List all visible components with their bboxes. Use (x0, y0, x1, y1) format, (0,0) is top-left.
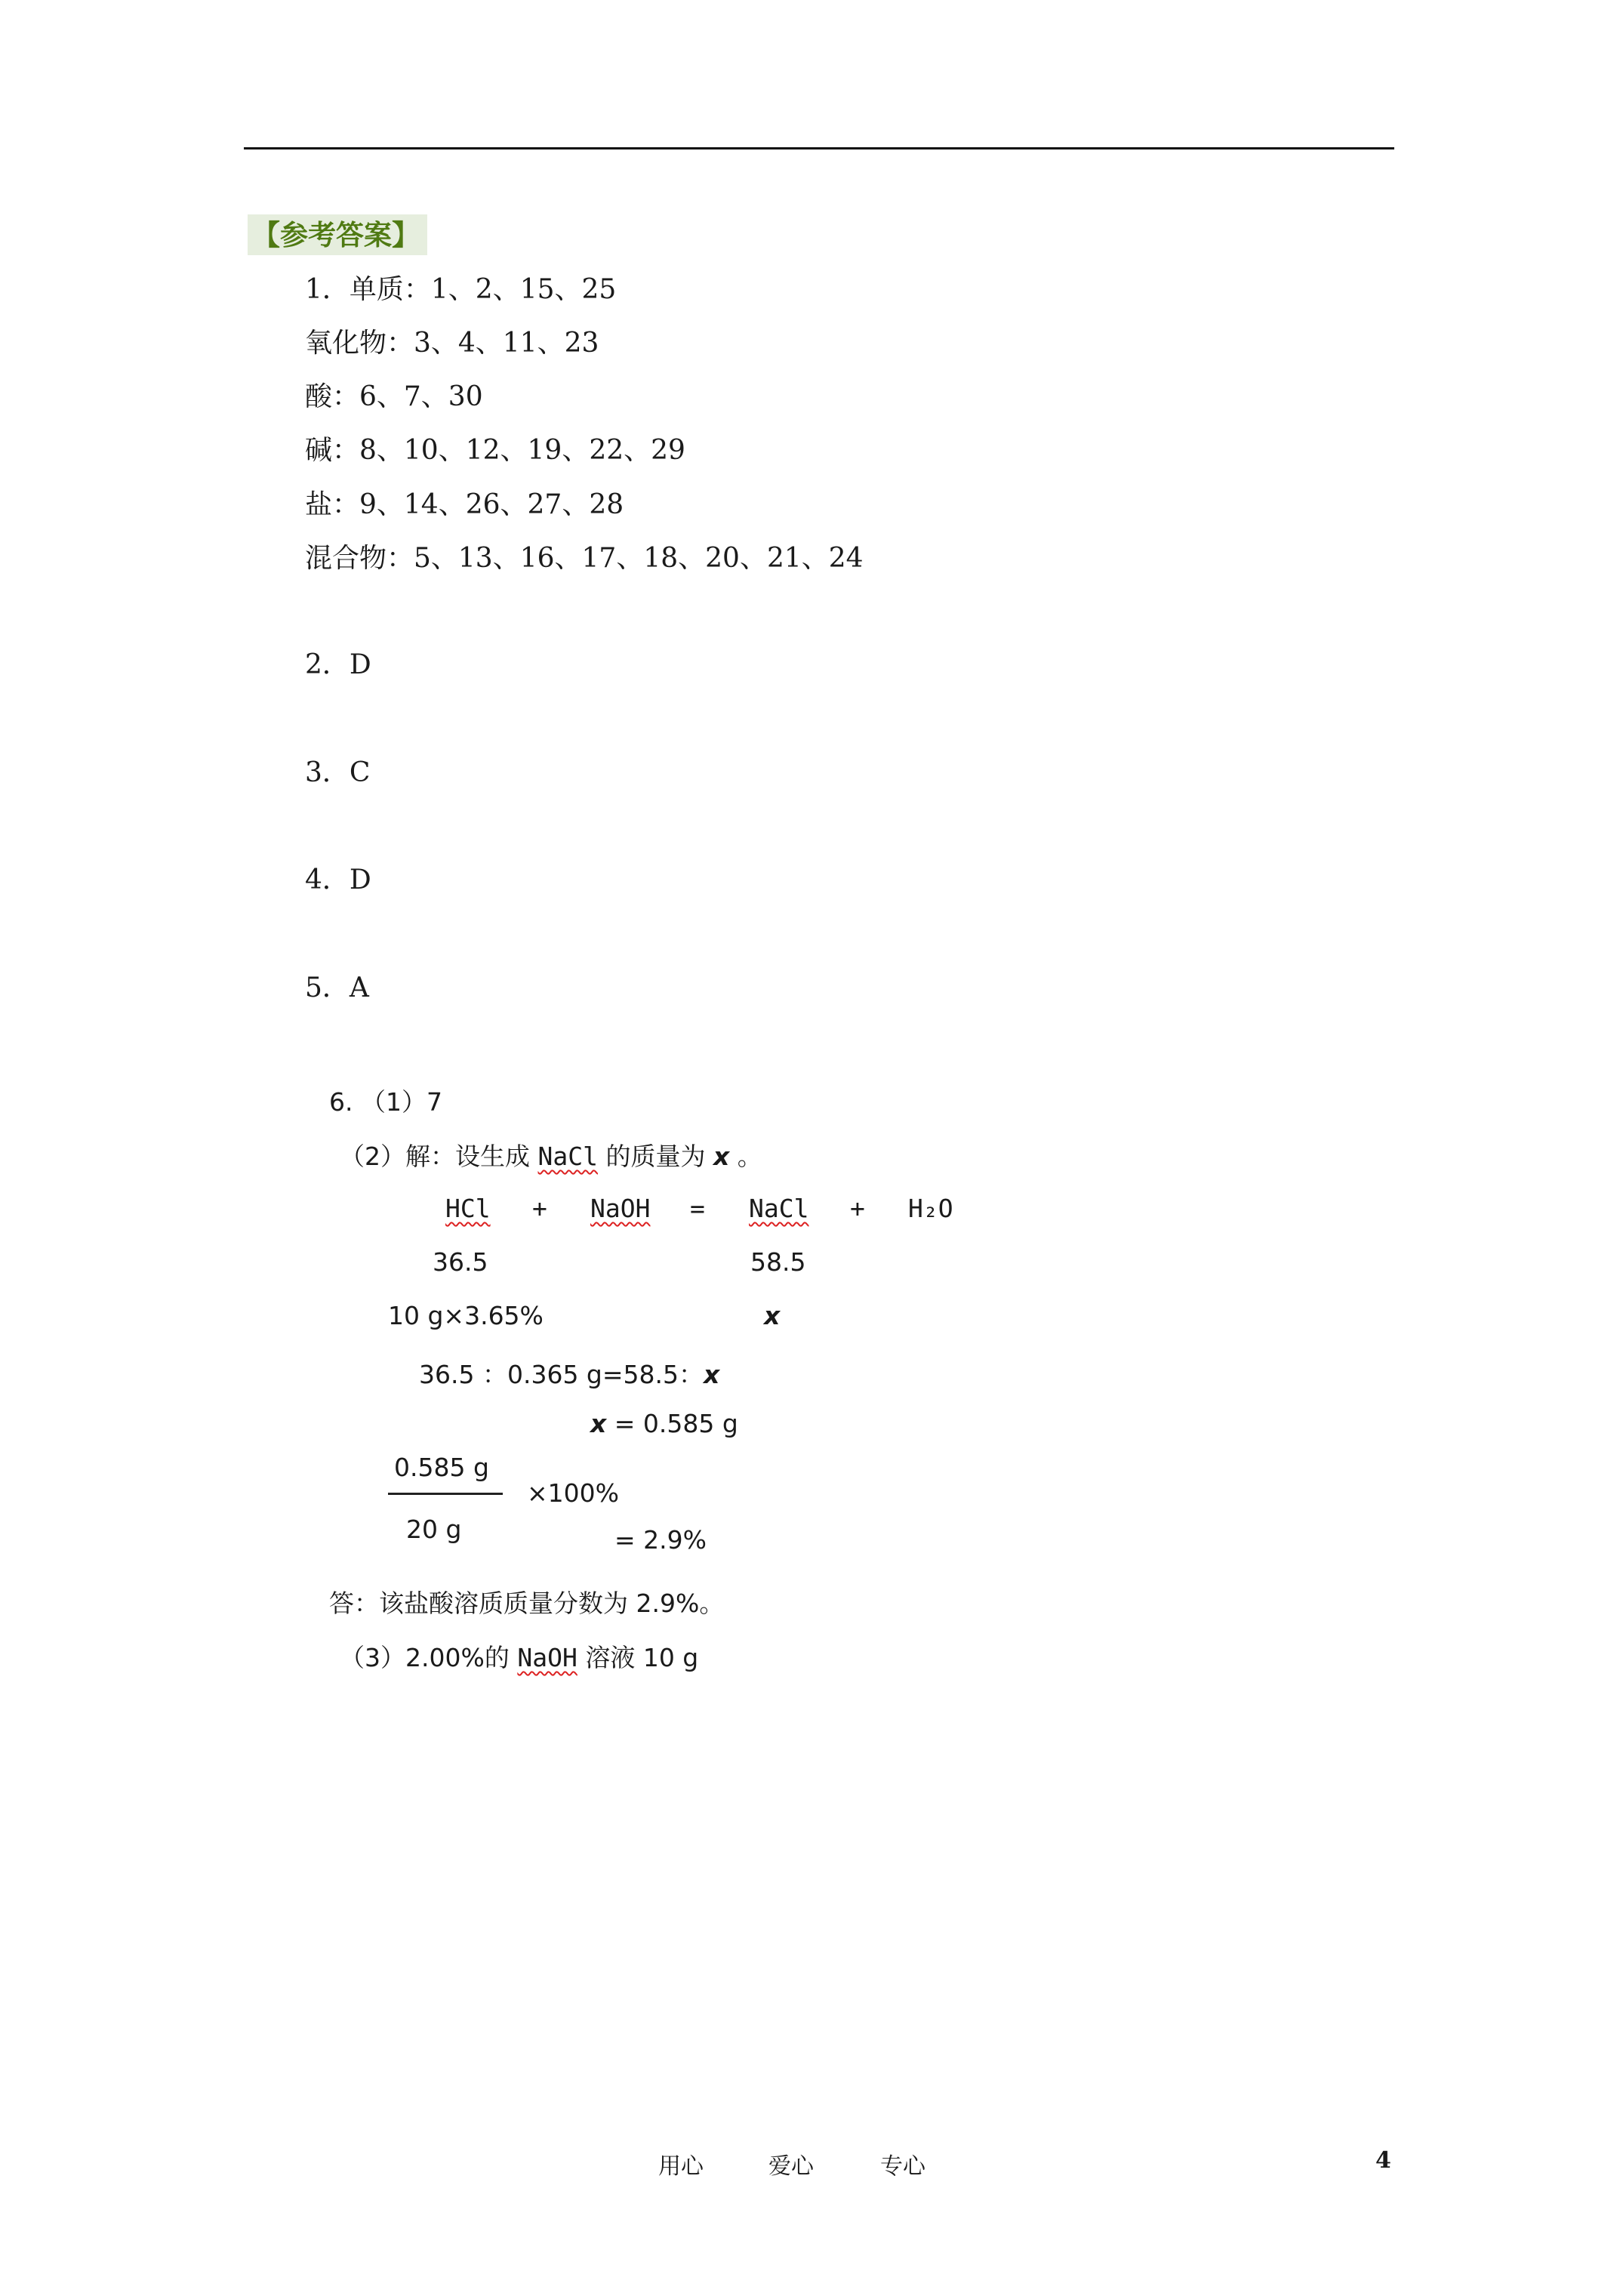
q6-part2-mid: 的质量为 (605, 1142, 706, 1171)
equation-h2o: H₂O (908, 1194, 953, 1223)
equation-nacl: NaCl (749, 1194, 809, 1223)
ratio-x: x (704, 1360, 720, 1389)
equation-naoh: NaOH (590, 1194, 651, 1223)
q6-part3 (340, 1638, 698, 1674)
q1-line-acids: 酸：6、7、30 (305, 381, 483, 412)
unknown-x: x (764, 1301, 781, 1330)
footer-text-1: 用心 (658, 2153, 704, 2180)
q5-answer: 5．A (305, 972, 369, 1003)
q6-part2-x: x (713, 1142, 730, 1171)
q6-part1: 6. （1）7 (329, 1087, 442, 1117)
q1-line-elements: 1．单质：1、2、15、25 (305, 274, 617, 305)
result-equation (590, 1409, 738, 1438)
percent-result: = 2.9% (614, 1525, 707, 1555)
fraction-bar (388, 1493, 503, 1495)
equation-equals: = (690, 1194, 705, 1223)
result-x: x (590, 1409, 607, 1438)
fraction-denominator: 20 g (406, 1515, 462, 1544)
q4-answer: 4．D (305, 864, 371, 895)
result-value: = 0.585 g (606, 1409, 738, 1438)
q1-line-mixtures: 混合物：5、13、16、17、18、20、21、24 (305, 543, 864, 574)
q6-part2-end: 。 (737, 1142, 762, 1171)
times-hundred-percent: ×100% (527, 1478, 619, 1508)
q6-part3-suffix: 溶液 10 g (585, 1643, 699, 1672)
q1-line-salts: 盐：9、14、26、27、28 (305, 489, 624, 520)
molar-mass-nacl: 58.5 (750, 1247, 806, 1277)
fraction-numerator: 0.585 g (394, 1453, 489, 1482)
q3-answer: 3．C (305, 757, 371, 788)
equation-hcl: HCl (445, 1194, 491, 1223)
ratio-text: 36.5 ：0.365 g=58.5： (419, 1360, 704, 1389)
ratio-equation (419, 1355, 719, 1391)
given-mass: 10 g×3.65% (388, 1301, 544, 1330)
footer-text-3: 专心 (880, 2153, 925, 2180)
footer-text-2: 爱心 (768, 2153, 814, 2180)
header-rule (244, 147, 1394, 149)
q6-part2-prefix: （2）解：设生成 (340, 1142, 530, 1171)
q6-part2-statement (340, 1137, 762, 1173)
answer-key-header: 【参考答案】 (248, 214, 427, 255)
q6-part3-naoh: NaOH (517, 1643, 577, 1672)
q6-part3-prefix: （3）2.00%的 (340, 1643, 510, 1672)
q6-answer-statement: 答：该盐酸溶质质量分数为 2.9%。 (329, 1589, 725, 1618)
q1-line-bases: 碱：8、10、12、19、22、29 (305, 435, 685, 466)
page-number: 4 (1375, 2147, 1391, 2174)
q6-part2-nacl: NaCl (537, 1142, 598, 1171)
q2-answer: 2．D (305, 649, 371, 680)
q1-line-oxides: 氧化物：3、4、11、23 (305, 328, 599, 359)
molar-mass-hcl: 36.5 (433, 1247, 488, 1277)
equation-plus-1: + (532, 1194, 547, 1223)
equation-plus-2: + (850, 1194, 865, 1223)
